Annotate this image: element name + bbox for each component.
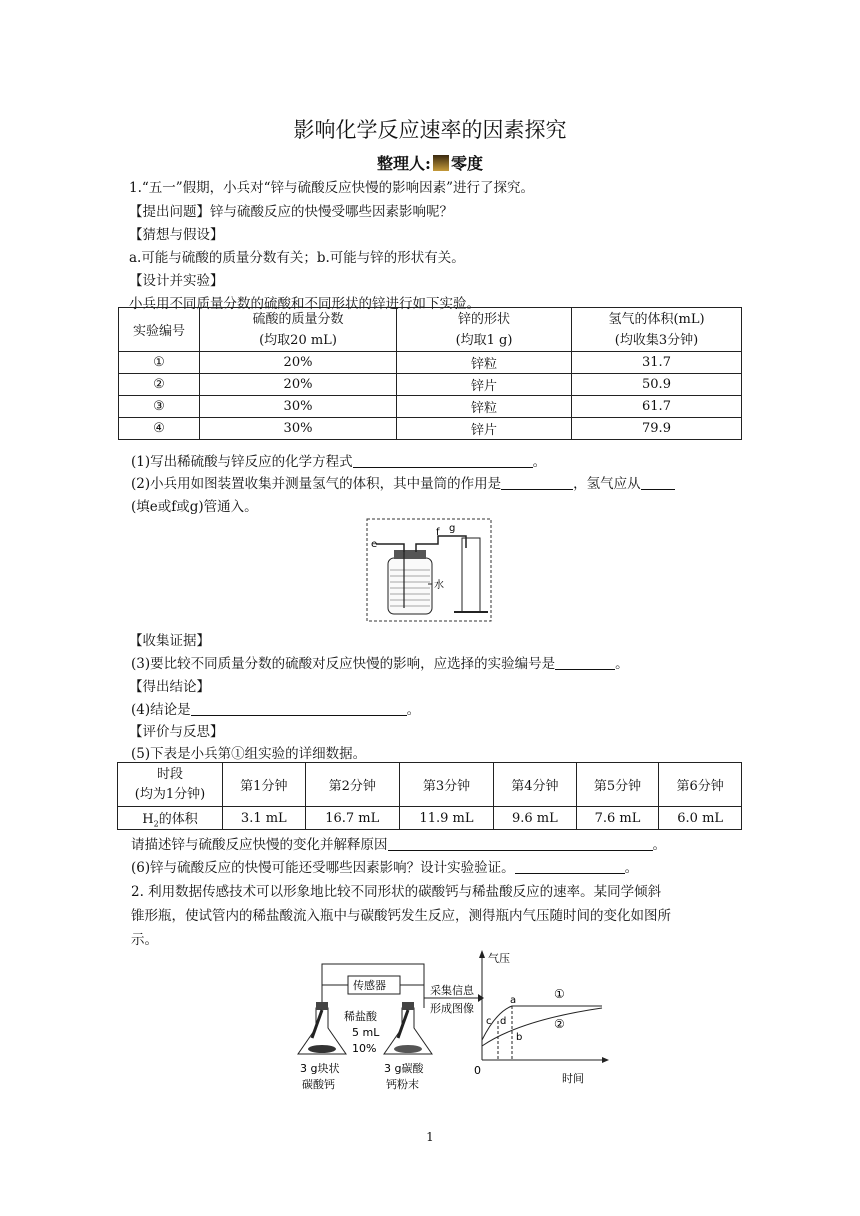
table-cell: ④ (119, 418, 200, 440)
gas-collection-apparatus (366, 518, 492, 622)
table-cell: 11.9 mL (399, 807, 493, 830)
evidence-head: 【收集证据】 (129, 633, 210, 649)
header-cell: 硫酸的质量分数 (均取20 mL) (200, 308, 397, 352)
answer-blank[interactable] (641, 477, 675, 490)
table-cell: 20% (200, 352, 397, 374)
sub-question-6: (6)锌与硫酸反应的快慢可能还受哪些因素影响？设计实验验证。 。 (131, 860, 639, 876)
q2-line1: 2. 利用数据传感技术可以形象地比较不同形状的碳酸钙与稀盐酸反应的速率。某同学倾斜 (131, 884, 662, 900)
y-axis-label: 气压 (488, 952, 510, 965)
experiment-table (118, 307, 742, 440)
gas-bottle (388, 558, 432, 614)
sub-question-5: (5)下表是小兵第①组实验的详细数据。 (131, 746, 367, 762)
table-cell: 30% (200, 418, 397, 440)
q1-hypothesis-head: 【猜想与假设】 (129, 227, 224, 243)
table-header-row (119, 308, 742, 352)
table-cell: ③ (119, 396, 200, 418)
q1-design-head: 【设计并实验】 (129, 273, 224, 289)
header-cell: 第3分钟 (399, 763, 493, 807)
table-cell: 锌粒 (397, 396, 572, 418)
header-cell: 第2分钟 (305, 763, 399, 807)
q1-question: 【提出问题】锌与硫酸反应的快慢受哪些因素影响呢？ (129, 204, 453, 220)
header-cell: 时段 (均为1分钟) (118, 763, 223, 807)
answer-blank[interactable] (501, 477, 573, 490)
table-cell: 61.7 (572, 396, 742, 418)
q1-design: 小兵用不同质量分数的硫酸和不同形状的锌进行如下实验。 (129, 296, 480, 312)
left-lumps (308, 1045, 336, 1053)
table-cell: 79.9 (572, 418, 742, 440)
label-e: e (371, 539, 378, 550)
bottle-stopper (394, 550, 426, 559)
table-row (119, 396, 742, 418)
collect-label-2: 形成图像 (430, 1002, 474, 1015)
sub-question-2-line2: (填e或f或g)管通入。 (131, 499, 258, 515)
table-cell: 20% (200, 374, 397, 396)
conclusion-head: 【得出结论】 (129, 679, 210, 695)
right-stopper (402, 1002, 414, 1010)
table-cell: 7.6 mL (576, 807, 659, 830)
sub-question-4: (4)结论是 。 (131, 702, 421, 718)
author-logo-icon (433, 155, 449, 171)
left-flask-label-2: 碳酸钙 (302, 1078, 335, 1091)
label-water: 水 (434, 580, 444, 591)
q2-line3: 示。 (131, 932, 158, 948)
table-row (119, 374, 742, 396)
table-cell: 30% (200, 396, 397, 418)
right-powder (394, 1045, 422, 1053)
row-head-cell: $H_2$的体积 (118, 807, 223, 830)
header-cell: 氢气的体积(mL) (均收集3分钟) (572, 308, 742, 352)
table-cell: 50.9 (572, 374, 742, 396)
table-row (119, 352, 742, 374)
point-a-label: a (510, 995, 517, 1006)
x-axis-label: 时间 (562, 1072, 584, 1085)
table-row (119, 418, 742, 440)
page-title: 影响化学反应速率的因素探究 (293, 118, 567, 142)
volume-label: 5 mL (352, 1026, 380, 1039)
table-cell: ② (119, 374, 200, 396)
tube-f (416, 536, 466, 552)
origin-label: 0 (474, 1064, 481, 1077)
sub-question-2: (2)小兵用如图装置收集并测量氢气的体积，其中量筒的作用是 ，氢气应从 (131, 472, 675, 492)
point-d-label: d (500, 1016, 507, 1027)
header-cell: 锌的形状 (均取1 g) (397, 308, 572, 352)
q1-intro: 1.“五一”假期，小兵对“锌与硫酸反应快慢的影响因素”进行了探究。 (129, 180, 534, 196)
answer-blank[interactable] (353, 455, 533, 468)
answer-blank[interactable] (515, 861, 625, 874)
table-cell: 6.0 mL (659, 807, 742, 830)
measuring-cylinder (462, 538, 480, 612)
table-cell: ① (119, 352, 200, 374)
point-b-label: b (516, 1032, 523, 1043)
percent-label: 10% (352, 1042, 377, 1055)
sub-question-1: (1)写出稀硫酸与锌反应的化学方程式 。 (131, 454, 547, 470)
sub-question-5b: 请描述锌与硫酸反应快慢的变化并解释原因 。 (131, 837, 666, 853)
table-cell: 锌片 (397, 374, 572, 396)
curve-2-label: ② (554, 1017, 565, 1031)
answer-blank[interactable] (388, 838, 653, 851)
header-cell: 第6分钟 (659, 763, 742, 807)
curve-1-label: ① (554, 987, 565, 1001)
label-g: g (449, 523, 456, 534)
right-flask-label-1: 3 g碳酸 (384, 1062, 424, 1075)
y-axis-arrow-icon (479, 950, 485, 958)
table-cell: 锌粒 (397, 352, 572, 374)
header-cell: 第4分钟 (494, 763, 577, 807)
table-cell: 9.6 mL (494, 807, 577, 830)
q2-line2: 锥形瓶，使试管内的稀盐酸流入瓶中与碳酸钙发生反应，测得瓶内气压随时间的变化如图所 (131, 908, 671, 924)
q1-hypothesis: a.可能与硫酸的质量分数有关；b.可能与锌的形状有关。 (129, 250, 465, 266)
table-row (118, 807, 742, 830)
point-c-label: c (486, 1016, 492, 1027)
table-cell: 16.7 mL (305, 807, 399, 830)
author-line (0, 151, 860, 174)
acid-label: 稀盐酸 (344, 1010, 377, 1023)
volume-table (117, 762, 742, 830)
reflect-head: 【评价与反思】 (129, 724, 224, 740)
left-stopper (316, 1002, 328, 1010)
table-cell: 31.7 (572, 352, 742, 374)
x-axis-arrow-icon (602, 1057, 609, 1063)
author-prefix: 整理人: (377, 154, 431, 173)
header-cell: 实验编号 (119, 308, 200, 352)
table-cell: 3.1 mL (223, 807, 306, 830)
label-f: f (436, 527, 440, 538)
table-cell: 锌片 (397, 418, 572, 440)
header-cell: 第5分钟 (576, 763, 659, 807)
sensor-label: 传感器 (353, 979, 386, 992)
page-number: 1 (426, 1130, 434, 1144)
reaction-rate-figure (290, 948, 610, 1098)
arrow-head-icon (478, 994, 484, 1002)
right-flask-label-2: 钙粉末 (386, 1078, 419, 1091)
author-name: 零度 (450, 154, 483, 173)
sub-question-3: (3)要比较不同质量分数的硫酸对反应快慢的影响，应选择的实验编号是 。 (131, 656, 629, 672)
left-flask-label-1: 3 g块状 (300, 1062, 340, 1075)
table-header-row (118, 763, 742, 807)
header-cell: 第1分钟 (223, 763, 306, 807)
collect-label-1: 采集信息 (430, 984, 474, 997)
answer-blank[interactable] (191, 703, 407, 716)
answer-blank[interactable] (555, 657, 615, 670)
